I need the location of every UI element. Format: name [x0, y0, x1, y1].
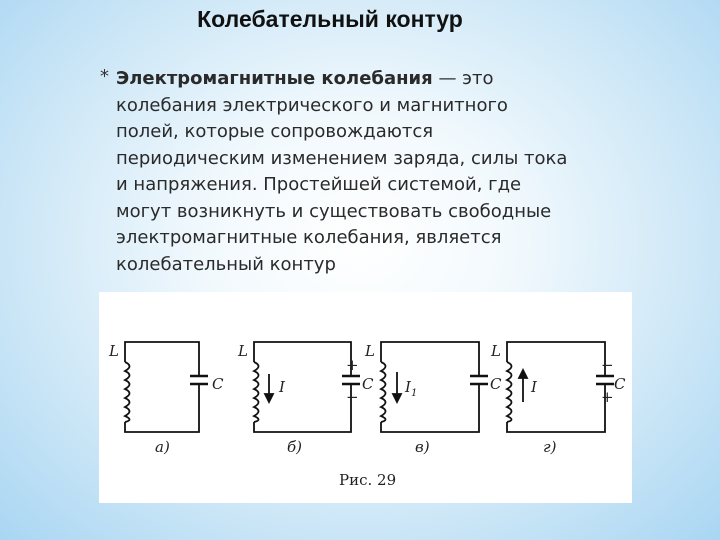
sublabel-d: г)	[543, 438, 557, 456]
figure-caption: Рис. 29	[339, 471, 397, 489]
inductor-label-d: L	[491, 342, 501, 360]
inductor-label-a: L	[109, 342, 119, 360]
sublabel-a: а)	[155, 438, 170, 456]
current-label-d: I	[531, 378, 537, 396]
circuit-figure	[99, 292, 632, 503]
circuit-b	[254, 342, 360, 432]
inductor-coil-b	[254, 362, 259, 422]
plate-sign-bottom-b: −	[346, 388, 359, 406]
inductor-label-b: L	[238, 342, 248, 360]
circuit-d	[507, 342, 614, 432]
definition-text	[116, 66, 576, 278]
sublabel-b: б)	[287, 438, 303, 456]
definition-term: Электромагнитные колебания	[116, 68, 433, 89]
circuit-c	[381, 342, 488, 432]
circuit-a	[125, 342, 208, 432]
plate-sign-top-d: −	[601, 356, 614, 374]
capacitor-label-a: C	[212, 375, 224, 393]
inductor-coil-c	[381, 362, 386, 422]
inductor-coil-a	[125, 362, 130, 422]
slide-title: Колебательный контур	[197, 6, 463, 32]
plate-sign-bottom-d: +	[601, 388, 614, 406]
plate-sign-top-b: +	[346, 356, 359, 374]
definition-body: — это колебания электрического и магнитного полей, которые сопровождаются периодическим изменением заряда, силы тока и напряжения. Простейшей системой, где могут возникнуть и существовать свободные электромагнитные колебания, является колебательный контур	[116, 68, 568, 275]
sublabel-c: в)	[415, 438, 430, 456]
lc-circuits-diagram	[99, 292, 632, 503]
current-label-c-sub: 1	[410, 388, 418, 399]
inductor-label-c: L	[365, 342, 375, 360]
current-label-c	[404, 378, 417, 399]
capacitor-label-d: C	[614, 375, 626, 393]
capacitor-label-c: C	[490, 375, 502, 393]
inductor-coil-d	[507, 362, 512, 422]
capacitor-label-b: C	[362, 375, 374, 393]
current-label-c-main: I	[405, 378, 411, 396]
bullet-marker: *	[100, 66, 109, 87]
current-label-b: I	[279, 378, 285, 396]
